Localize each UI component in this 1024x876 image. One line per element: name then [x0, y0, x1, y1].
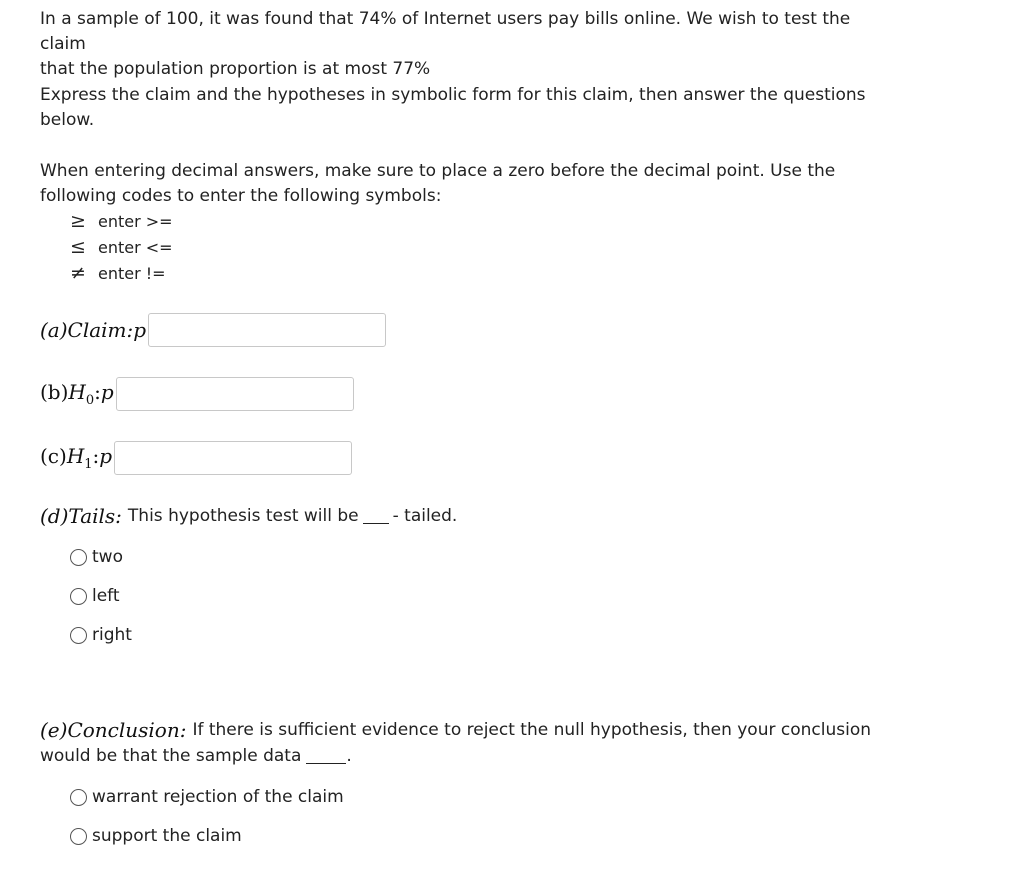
- question-e-conclusion: [40, 718, 871, 742]
- express-instructions: [40, 83, 900, 133]
- express-instructions-line-1: Express the claim and the hypotheses in symbolic form for this claim, then answer the questions: [40, 85, 866, 105]
- question-d-tails: [40, 504, 457, 528]
- claim-label: (a)Claim:p: [40, 318, 147, 342]
- problem-statement-line-1: In a sample of 100, it was found that 74% of Internet users pay bills online. We wish to test the claim: [40, 9, 851, 54]
- tails-prompt-suffix: - tailed.: [392, 506, 458, 526]
- conclusion-blank: [306, 749, 346, 764]
- tails-option-label: right: [92, 625, 132, 645]
- radio-button[interactable]: [70, 789, 87, 806]
- conclusion-option-label: support the claim: [92, 826, 242, 846]
- less-equal-symbol: ≤: [70, 236, 86, 258]
- conclusion-prompt-line-2: [40, 746, 352, 766]
- alternative-hypothesis-label: $(c)H_1:p$: [40, 444, 113, 472]
- conclusion-label: (e)Conclusion:: [40, 718, 187, 742]
- problem-statement-line-2: that the population proportion is at most 77%: [40, 59, 431, 79]
- tails-option-label: two: [92, 547, 123, 567]
- conclusion-prompt-text: would be that the sample data: [40, 746, 302, 766]
- greater-equal-symbol: ≥: [70, 210, 86, 232]
- conclusion-option-warrant-rejection[interactable]: [70, 785, 344, 809]
- symbol-code-row-geq: [70, 208, 173, 234]
- decimal-instructions: [40, 159, 900, 209]
- conclusion-option-label: warrant rejection of the claim: [92, 787, 344, 807]
- symbol-code-text: enter !=: [98, 264, 166, 283]
- question-b-null-hypothesis: [40, 377, 354, 411]
- conclusion-option-support-claim[interactable]: [70, 824, 242, 848]
- symbol-code-text: enter >=: [98, 212, 173, 231]
- question-a-claim: [40, 313, 386, 347]
- radio-button[interactable]: [70, 549, 87, 566]
- radio-button[interactable]: [70, 588, 87, 605]
- tails-blank: [363, 509, 389, 524]
- tails-label: (d)Tails:: [40, 504, 122, 528]
- null-hypothesis-input[interactable]: [116, 377, 354, 411]
- tails-option-two[interactable]: [70, 545, 123, 569]
- conclusion-prompt-suffix: .: [346, 746, 352, 766]
- symbol-code-text: enter <=: [98, 238, 173, 257]
- question-c-alternative-hypothesis: [40, 441, 352, 475]
- radio-button[interactable]: [70, 828, 87, 845]
- decimal-instructions-line-1: When entering decimal answers, make sure to place a zero before the decimal point. Use the: [40, 161, 836, 181]
- null-hypothesis-label: $(b)H_0:p$: [40, 380, 114, 408]
- tails-option-left[interactable]: [70, 584, 120, 608]
- symbol-code-row-leq: [70, 234, 173, 260]
- decimal-instructions-line-2: following codes to enter the following symbols:: [40, 186, 442, 206]
- tails-prompt: This hypothesis test will be: [127, 506, 359, 526]
- tails-option-label: left: [92, 586, 120, 606]
- symbol-code-row-neq: [70, 260, 166, 286]
- radio-button[interactable]: [70, 627, 87, 644]
- not-equal-symbol: ≠: [70, 262, 86, 284]
- conclusion-prompt-line-1: If there is sufficient evidence to reject the null hypothesis, then your conclusion: [192, 720, 871, 740]
- express-instructions-line-2: below.: [40, 110, 95, 130]
- alternative-hypothesis-input[interactable]: [114, 441, 352, 475]
- problem-statement: [40, 7, 900, 82]
- tails-option-right[interactable]: [70, 623, 132, 647]
- claim-input[interactable]: [148, 313, 386, 347]
